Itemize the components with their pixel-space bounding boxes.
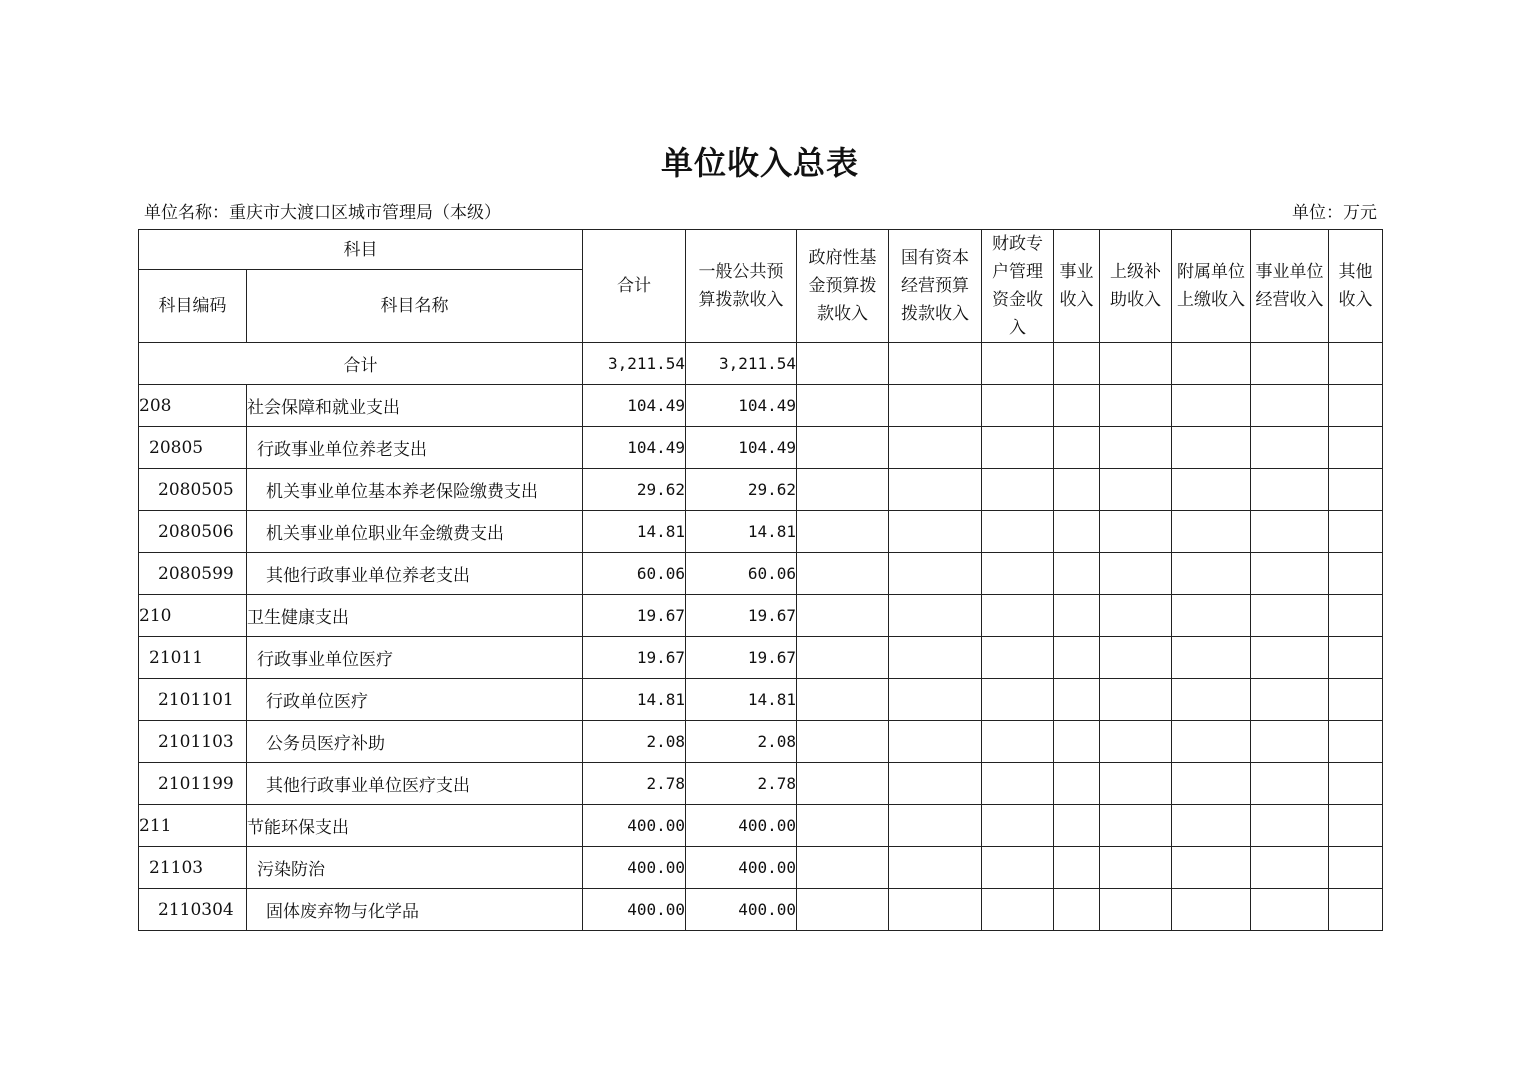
empty-cell: [982, 553, 1054, 595]
subject-code-cell: 208: [139, 385, 247, 427]
subject-code-cell: 211: [139, 805, 247, 847]
total-cell: 104.49: [583, 427, 686, 469]
empty-cell: [1251, 805, 1329, 847]
empty-cell: [889, 889, 982, 931]
total-row-label: 合计: [139, 343, 583, 385]
empty-cell: [1054, 595, 1100, 637]
empty-cell: [797, 595, 889, 637]
general-budget-cell: 14.81: [686, 511, 797, 553]
empty-cell: [982, 595, 1054, 637]
general-budget-cell: 14.81: [686, 679, 797, 721]
empty-cell: [889, 385, 982, 427]
empty-cell: [982, 511, 1054, 553]
table-row: [139, 679, 1383, 721]
total-cell: 29.62: [583, 469, 686, 511]
empty-cell: [1251, 721, 1329, 763]
empty-cell: [1054, 511, 1100, 553]
empty-cell: [797, 469, 889, 511]
subject-code-cell: 2101103: [139, 721, 247, 763]
table-row: [139, 385, 1383, 427]
empty-cell: [1172, 721, 1251, 763]
subject-code-cell: 2110304: [139, 889, 247, 931]
subject-name-cell: 社会保障和就业支出: [247, 385, 583, 427]
empty-cell: [797, 553, 889, 595]
general-budget-cell: 104.49: [686, 427, 797, 469]
empty-cell: [1329, 889, 1383, 931]
empty-cell: [1329, 595, 1383, 637]
empty-cell: [797, 763, 889, 805]
empty-cell: [1329, 847, 1383, 889]
empty-cell: [982, 847, 1054, 889]
empty-cell: [1329, 511, 1383, 553]
total-cell: 400.00: [583, 889, 686, 931]
empty-cell: [797, 889, 889, 931]
header-fiscal-special: 财政专户管理资金收入: [982, 230, 1054, 343]
empty-cell: [797, 847, 889, 889]
empty-cell: [1329, 469, 1383, 511]
subject-name-cell: 行政事业单位养老支出: [247, 427, 583, 469]
empty-cell: [889, 595, 982, 637]
empty-cell: [982, 889, 1054, 931]
general-budget-cell: 29.62: [686, 469, 797, 511]
empty-cell: [1329, 637, 1383, 679]
total-cell: 400.00: [583, 805, 686, 847]
empty-cell: [1054, 553, 1100, 595]
empty-cell: [1329, 427, 1383, 469]
subject-code-cell: 2101199: [139, 763, 247, 805]
general-budget-cell: 2.08: [686, 721, 797, 763]
total-cell: 60.06: [583, 553, 686, 595]
empty-cell: [1054, 679, 1100, 721]
income-summary-table: [138, 229, 1383, 931]
empty-cell: [1251, 679, 1329, 721]
empty-cell: [1251, 553, 1329, 595]
empty-cell: [1251, 385, 1329, 427]
table-row: [139, 553, 1383, 595]
empty-cell: [889, 511, 982, 553]
empty-cell: [1100, 889, 1172, 931]
table-row: [139, 889, 1383, 931]
empty-cell: [889, 637, 982, 679]
subject-name-cell: 机关事业单位职业年金缴费支出: [247, 511, 583, 553]
table-row: [139, 721, 1383, 763]
empty-cell: [1100, 469, 1172, 511]
header-operating: 事业单位经营收入: [1251, 230, 1329, 343]
empty-cell: [1172, 511, 1251, 553]
empty-cell: [1251, 763, 1329, 805]
empty-cell: [982, 805, 1054, 847]
header-affiliated: 附属单位上缴收入: [1172, 230, 1251, 343]
general-budget-cell: 60.06: [686, 553, 797, 595]
header-name: 科目名称: [247, 270, 583, 343]
empty-cell: [1329, 721, 1383, 763]
empty-cell: [1172, 427, 1251, 469]
header-business: 事业收入: [1054, 230, 1100, 343]
subject-name-cell: 节能环保支出: [247, 805, 583, 847]
empty-cell: [889, 553, 982, 595]
empty-cell: [797, 805, 889, 847]
subject-name-cell: 行政事业单位医疗: [247, 637, 583, 679]
empty-cell: [1251, 469, 1329, 511]
general-budget-cell: 2.78: [686, 763, 797, 805]
unit-label: 单位：万元: [1292, 203, 1377, 223]
empty-cell: [1251, 511, 1329, 553]
empty-cell: [1329, 553, 1383, 595]
empty-cell: [1251, 637, 1329, 679]
subject-code-cell: 2080599: [139, 553, 247, 595]
empty-cell: [1251, 427, 1329, 469]
subject-name-cell: 固体废弃物与化学品: [247, 889, 583, 931]
total-cell: 2.78: [583, 763, 686, 805]
empty-cell: [1054, 889, 1100, 931]
subject-name-cell: 卫生健康支出: [247, 595, 583, 637]
total-cell: 14.81: [583, 511, 686, 553]
header-subject: 科目: [139, 230, 583, 270]
subject-name-cell: 机关事业单位基本养老保险缴费支出: [247, 469, 583, 511]
empty-cell: [1100, 679, 1172, 721]
subject-name-cell: 其他行政事业单位养老支出: [247, 553, 583, 595]
table-row: [139, 805, 1383, 847]
total-row-total: 3,211.54: [583, 343, 686, 385]
empty-cell: [889, 805, 982, 847]
header-total: 合计: [583, 230, 686, 343]
header-general-budget: 一般公共预算拨款收入: [686, 230, 797, 343]
empty-cell: [1054, 469, 1100, 511]
unit-name-label: 单位名称：重庆市大渡口区城市管理局（本级）: [144, 203, 501, 223]
empty-cell: [1251, 595, 1329, 637]
total-cell: 400.00: [583, 847, 686, 889]
empty-cell: [1054, 385, 1100, 427]
empty-cell: [1100, 511, 1172, 553]
header-other: 其他收入: [1329, 230, 1383, 343]
empty-cell: [1100, 847, 1172, 889]
subject-name-cell: 其他行政事业单位医疗支出: [247, 763, 583, 805]
total-cell: 2.08: [583, 721, 686, 763]
empty-cell: [797, 637, 889, 679]
table-row: [139, 763, 1383, 805]
empty-cell: [1100, 637, 1172, 679]
empty-cell: [797, 721, 889, 763]
empty-cell: [1172, 553, 1251, 595]
general-budget-cell: 400.00: [686, 889, 797, 931]
general-budget-cell: 400.00: [686, 805, 797, 847]
empty-cell: [889, 763, 982, 805]
empty-cell: [1100, 721, 1172, 763]
total-cell: 14.81: [583, 679, 686, 721]
empty-cell: [1329, 679, 1383, 721]
empty-cell: [1054, 721, 1100, 763]
subject-code-cell: 2101101: [139, 679, 247, 721]
empty-cell: [1100, 385, 1172, 427]
general-budget-cell: 19.67: [686, 595, 797, 637]
empty-cell: [1251, 847, 1329, 889]
subject-name-cell: 污染防治: [247, 847, 583, 889]
subject-code-cell: 210: [139, 595, 247, 637]
empty-cell: [889, 427, 982, 469]
empty-cell: [1172, 469, 1251, 511]
general-budget-cell: 19.67: [686, 637, 797, 679]
empty-cell: [797, 511, 889, 553]
empty-cell: [1100, 763, 1172, 805]
subject-code-cell: 21103: [139, 847, 247, 889]
subject-code-cell: 20805: [139, 427, 247, 469]
empty-cell: [1100, 805, 1172, 847]
empty-cell: [1329, 763, 1383, 805]
empty-cell: [1172, 385, 1251, 427]
empty-cell: [1172, 847, 1251, 889]
subject-name-cell: 公务员医疗补助: [247, 721, 583, 763]
empty-cell: [1329, 805, 1383, 847]
empty-cell: [1100, 553, 1172, 595]
subject-code-cell: 2080506: [139, 511, 247, 553]
empty-cell: [1054, 763, 1100, 805]
empty-cell: [889, 847, 982, 889]
table-row: [139, 637, 1383, 679]
total-cell: 19.67: [583, 637, 686, 679]
general-budget-cell: 400.00: [686, 847, 797, 889]
table-row: [139, 469, 1383, 511]
empty-cell: [982, 637, 1054, 679]
empty-cell: [1054, 427, 1100, 469]
subject-code-cell: 21011: [139, 637, 247, 679]
empty-cell: [982, 427, 1054, 469]
header-code: 科目编码: [139, 270, 247, 343]
general-budget-cell: 104.49: [686, 385, 797, 427]
total-cell: 104.49: [583, 385, 686, 427]
table-row: [139, 595, 1383, 637]
table-row: [139, 427, 1383, 469]
empty-cell: [1172, 805, 1251, 847]
subject-name-cell: 行政单位医疗: [247, 679, 583, 721]
empty-cell: [889, 679, 982, 721]
empty-cell: [982, 679, 1054, 721]
empty-cell: [797, 427, 889, 469]
empty-cell: [1172, 679, 1251, 721]
empty-cell: [1100, 595, 1172, 637]
page-title: 单位收入总表: [660, 144, 859, 182]
header-state-capital: 国有资本经营预算拨款收入: [889, 230, 982, 343]
empty-cell: [1054, 847, 1100, 889]
empty-cell: [1054, 805, 1100, 847]
empty-cell: [1172, 763, 1251, 805]
empty-cell: [1172, 637, 1251, 679]
empty-cell: [1172, 889, 1251, 931]
empty-cell: [889, 469, 982, 511]
empty-cell: [982, 721, 1054, 763]
empty-cell: [797, 679, 889, 721]
empty-cell: [797, 385, 889, 427]
table-row: [139, 847, 1383, 889]
header-gov-fund: 政府性基金预算拨款收入: [797, 230, 889, 343]
empty-cell: [1329, 385, 1383, 427]
table-row: [139, 511, 1383, 553]
empty-cell: [982, 763, 1054, 805]
empty-cell: [1100, 427, 1172, 469]
total-row-general-budget: 3,211.54: [686, 343, 797, 385]
empty-cell: [1054, 637, 1100, 679]
empty-cell: [1251, 889, 1329, 931]
empty-cell: [982, 385, 1054, 427]
total-cell: 19.67: [583, 595, 686, 637]
header-superior-subsidy: 上级补助收入: [1100, 230, 1172, 343]
empty-cell: [889, 721, 982, 763]
total-row: [139, 343, 1383, 385]
subject-code-cell: 2080505: [139, 469, 247, 511]
empty-cell: [1172, 595, 1251, 637]
empty-cell: [982, 469, 1054, 511]
